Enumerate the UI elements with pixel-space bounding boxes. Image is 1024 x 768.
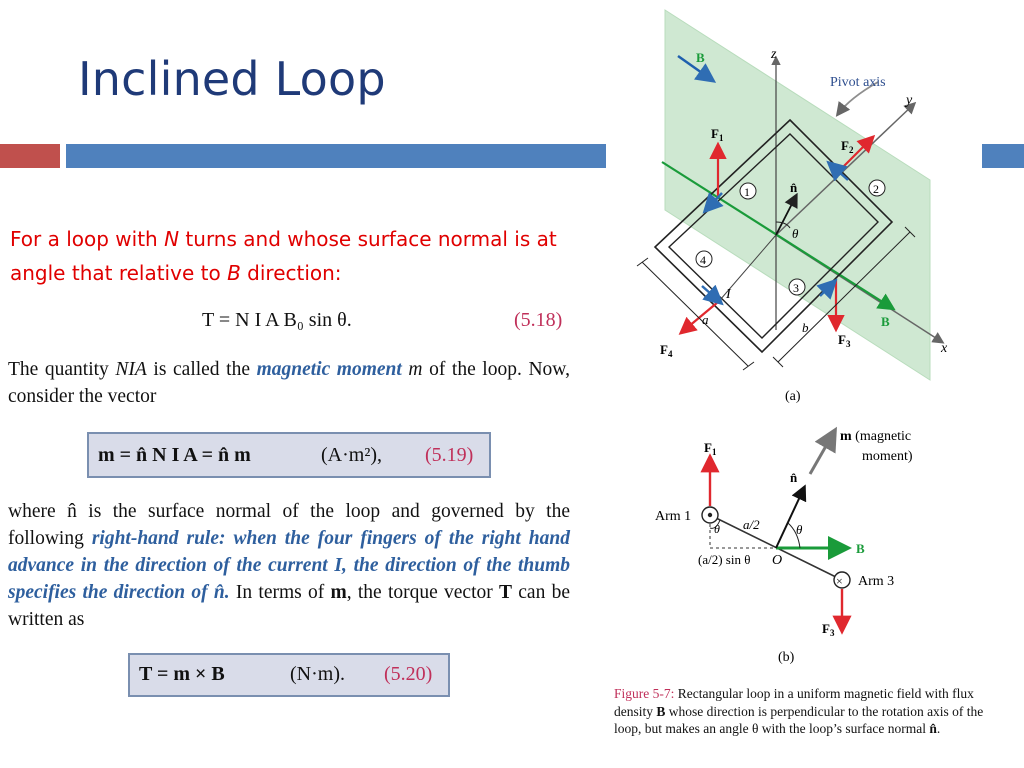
figure-a-label: (a) — [785, 389, 801, 404]
side-number-1: 1 — [744, 185, 750, 199]
figure-caption: Figure 5-7: Rectangular loop in a uniform magnetic field with flux density B whose direction is perpendicular to the rotation axis of the loop, but makes an angle θ with the loop’s surface normal n̂. — [614, 686, 984, 736]
magnetic-moment-label-2: moment) — [862, 449, 913, 464]
f3-b-label: $F_3$ — [822, 621, 835, 638]
equation-5-18: T = N I A B₀ sin θ. — [202, 309, 352, 331]
figure-b-side-view — [608, 420, 1024, 670]
f2-label: $F_2$ — [841, 138, 854, 155]
arm-3-cross: × — [836, 574, 843, 588]
equation-number-5-20: (5.20) — [384, 663, 433, 685]
equation-number-5-18: (5.18) — [514, 309, 563, 331]
current-label: I — [726, 287, 731, 302]
side-number-3: 3 — [793, 281, 799, 295]
theta-label-b-left: θ — [714, 522, 720, 536]
b-label-top: B — [696, 50, 705, 65]
f1-label: $F_1$ — [711, 126, 724, 143]
origin-label: O — [772, 553, 783, 568]
equation-5-19: m = n̂ N I A = n̂ m — [98, 444, 251, 466]
pivot-axis-label: Pivot axis — [830, 75, 886, 90]
slide-title: Inclined Loop — [78, 52, 386, 106]
f1-b-label: $F_1$ — [704, 440, 717, 457]
projection-label: (a/2) sin θ — [698, 552, 751, 567]
arm-3-label: Arm 3 — [858, 574, 895, 589]
b-label-b: B — [856, 541, 865, 556]
x-label: x — [941, 341, 948, 356]
figure-b-label: (b) — [778, 650, 795, 665]
half-a-label: a/2 — [743, 517, 760, 532]
equation-unit-5-19: (A·m²), — [321, 444, 382, 466]
f4-label: $F_4$ — [660, 342, 673, 359]
equation-box-5-20 — [128, 653, 450, 697]
equation-5-20: T = m × B — [139, 663, 225, 685]
paragraph-magnetic-moment: The quantity NIA is called the magnetic moment m of the loop. Now, consider the vector — [8, 359, 570, 407]
normal-label-b: n̂ — [790, 470, 798, 485]
z-label: z — [771, 47, 777, 62]
equation-unit-5-20: (N·m). — [290, 663, 345, 685]
paragraph-right-hand-rule: where n̂ is the surface normal of the loop and governed by the following right-hand rule: when the four fingers of the right hand advance in the direction of the current I, the direction of the thumb specifies the direction of n̂. In terms of m, the torque vector T can be written as — [8, 501, 570, 630]
dim-a-label: a — [702, 312, 709, 327]
arm-1-label: Arm 1 — [655, 509, 692, 524]
side-number-4: 4 — [700, 253, 706, 267]
intro-text: For a loop with N turns and whose surface normal is at angle that relative to B direction: — [10, 227, 557, 285]
normal-vector-b — [776, 488, 804, 548]
equation-number-5-19: (5.19) — [425, 444, 474, 466]
magnetic-moment-arrow — [810, 432, 834, 474]
f3-label: $F_3$ — [838, 332, 851, 349]
figure-a-inclined-loop — [608, 6, 1024, 406]
accent-bar-blue — [66, 144, 606, 168]
y-label: y — [906, 93, 913, 108]
side-number-2: 2 — [873, 182, 879, 196]
equation-box-5-19 — [87, 432, 491, 478]
normal-label: n̂ — [790, 180, 798, 195]
accent-bar-red — [0, 144, 60, 168]
dim-b-label: b — [802, 320, 809, 335]
theta-label-b-right: θ — [796, 522, 803, 537]
theta-label-a: θ — [792, 226, 799, 241]
magnetic-moment-label: m (magnetic — [840, 429, 912, 444]
b-label-bottom: B — [881, 314, 890, 329]
